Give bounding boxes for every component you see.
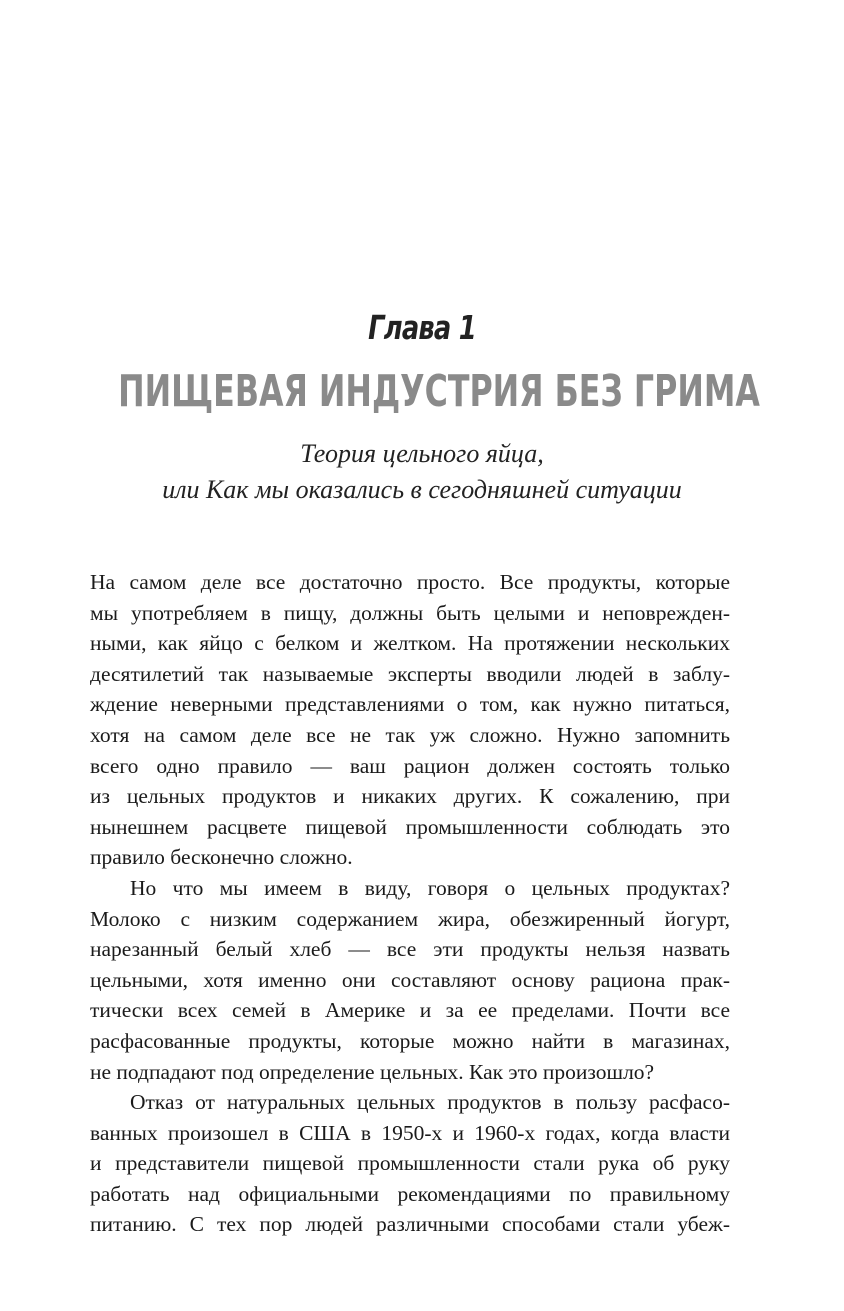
body-text	[90, 567, 730, 1240]
chapter-subtitle	[0, 436, 844, 508]
text-line: нынешнем расцвете пищевой промышленности соблюдать это	[90, 814, 730, 839]
text-line: десятилетий так называемые эксперты вводили людей в заблу-	[90, 661, 730, 686]
text-line: ванных произошел в США в 1950-х и 1960-х годах, когда власти	[90, 1120, 730, 1145]
text-line: цельными, хотя именно они составляют основу рациона прак-	[90, 967, 730, 992]
subtitle-line-2: или Как мы оказались в сегодняшней ситуации	[162, 475, 682, 504]
chapter-title: ПИЩЕВАЯ ИНДУСТРИЯ БЕЗ ГРИМА	[118, 366, 760, 417]
text-line: из цельных продуктов и никаких других. К сожалению, при	[90, 784, 730, 809]
text-line: всего одно правило — ваш рацион должен состоять только	[90, 753, 730, 778]
text-line: питанию. С тех пор людей различными способами стали убеж-	[90, 1212, 730, 1237]
text-line: хотя на самом деле все не так уж сложно. Нужно запомнить	[90, 722, 730, 747]
chapter-label: Глава 1	[368, 308, 476, 347]
text-line: ждение неверными представлениями о том, как нужно питаться,	[90, 692, 730, 717]
text-line: Но что мы имеем в виду, говоря о цельных продуктах?	[130, 875, 730, 900]
text-line: тически всех семей в Америке и за ее пределами. Почти все	[90, 998, 730, 1023]
text-line: Молоко с низким содержанием жира, обезжиренный йогурт,	[90, 906, 730, 931]
text-line: На самом деле все достаточно просто. Все продукты, которые	[90, 570, 730, 594]
text-line: Отказ от натуральных цельных продуктов в пользу расфасо-	[130, 1090, 730, 1115]
text-line: мы употребляем в пищу, должны быть целыми и неповрежден-	[90, 600, 730, 625]
text-line: не подпадают под определение цельных. Как это произошло?	[90, 1059, 655, 1084]
subtitle-line-1: Теория цельного яйца,	[300, 439, 544, 468]
text-line: нарезанный белый хлеб — все эти продукты нельзя назвать	[90, 937, 730, 962]
text-line: правило бесконечно сложно.	[90, 845, 353, 870]
text-line: работать над официальными рекомендациями по правильному	[90, 1181, 730, 1206]
text-line: и представители пищевой промышленности стали рука об руку	[90, 1151, 730, 1176]
text-line: ными, как яйцо с белком и желтком. На протяжении нескольких	[90, 631, 730, 656]
text-line: расфасованные продукты, которые можно найти в магазинах,	[90, 1028, 730, 1053]
